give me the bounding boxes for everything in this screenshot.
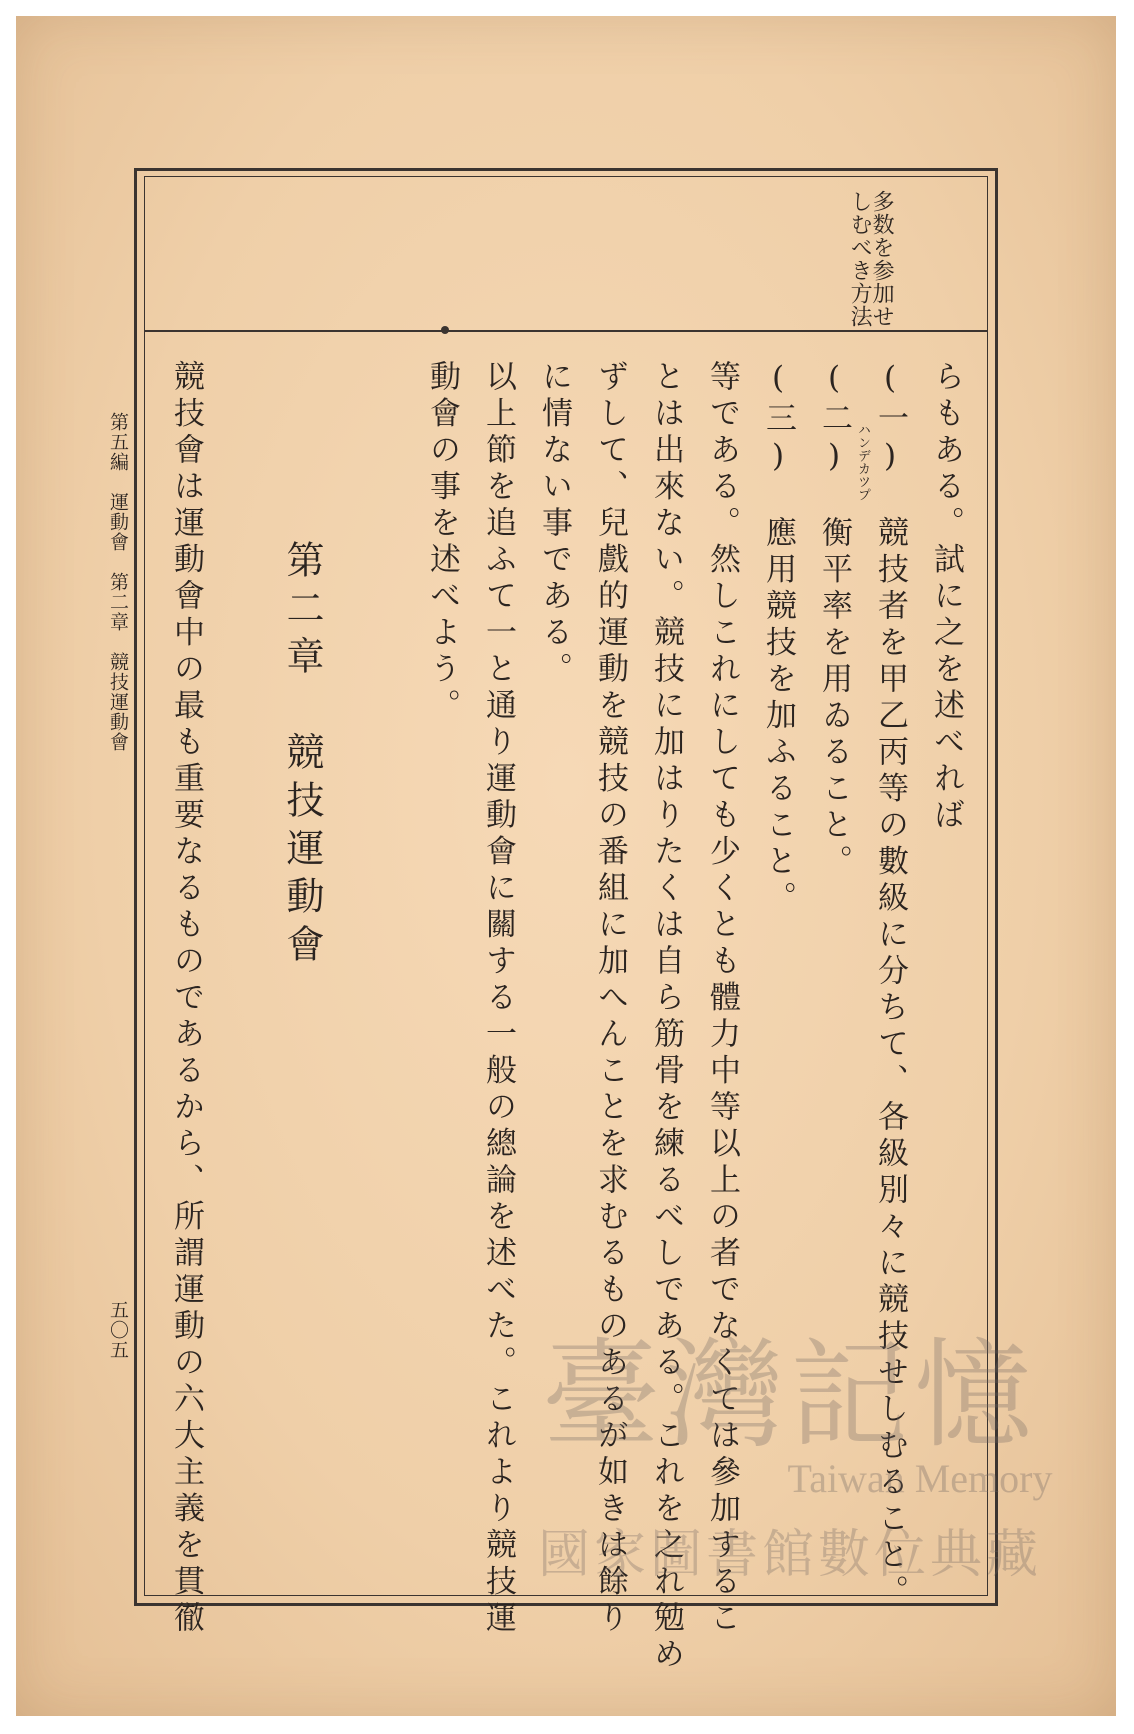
page-number: 五〇五 <box>107 1300 129 1360</box>
text-column-2: (一) 競技者を甲乙丙等の數級に分ちて、各級別々に競技せしむること。 <box>872 360 908 1611</box>
rule-dot <box>441 326 449 334</box>
text-column-1: らもある。試に之を述べれば <box>928 360 964 835</box>
margin-heading-line-1: 多数を参加せ <box>869 190 895 328</box>
text-column-6: とは出來ない。競技に加はりたくは自ら筋骨を練るべしである。これを之れ勉め <box>648 360 684 1674</box>
watermark-subtitle: 國家圖書館數位典藏 <box>537 1525 1042 1585</box>
text-column-9: 以上節を追ふて一と通り運動會に關する一般の總論を述べた。これより競技運 <box>480 360 516 1638</box>
watermark-english: Taiwan Memory <box>787 1456 1053 1501</box>
watermark-logo: 臺灣記憶 <box>541 1326 1038 1464</box>
text-column-5: 等である。然しこれにしても少くとも體力中等以上の者でなくては參加するこ <box>704 360 740 1638</box>
text-column-7: ずして、兒戲的運動を競技の番組に加へんことを求むるものあるが如きは餘り <box>592 360 628 1638</box>
text-column-8: に情ない事である。 <box>536 360 572 689</box>
text-column-3: (二) 衡平率を用ゐること。 <box>816 360 852 881</box>
chapter-heading: 第二章 競技運動會 <box>280 540 324 972</box>
running-head: 第五編 運動會 第二章 競技運動會 <box>107 412 129 752</box>
text-column-10: 動會の事を述べよう。 <box>424 360 460 725</box>
margin-heading-line-2: しむべき方法 <box>847 190 873 328</box>
ruby-annotation: ハンデカツプ <box>855 423 870 501</box>
text-column-11: 競技會は運動會中の最も重要なるものであるから、所謂運動の六大主義を貫徹 <box>168 360 204 1638</box>
header-rule <box>144 330 988 332</box>
text-column-4: (三) 應用競技を加ふること。 <box>760 360 796 918</box>
